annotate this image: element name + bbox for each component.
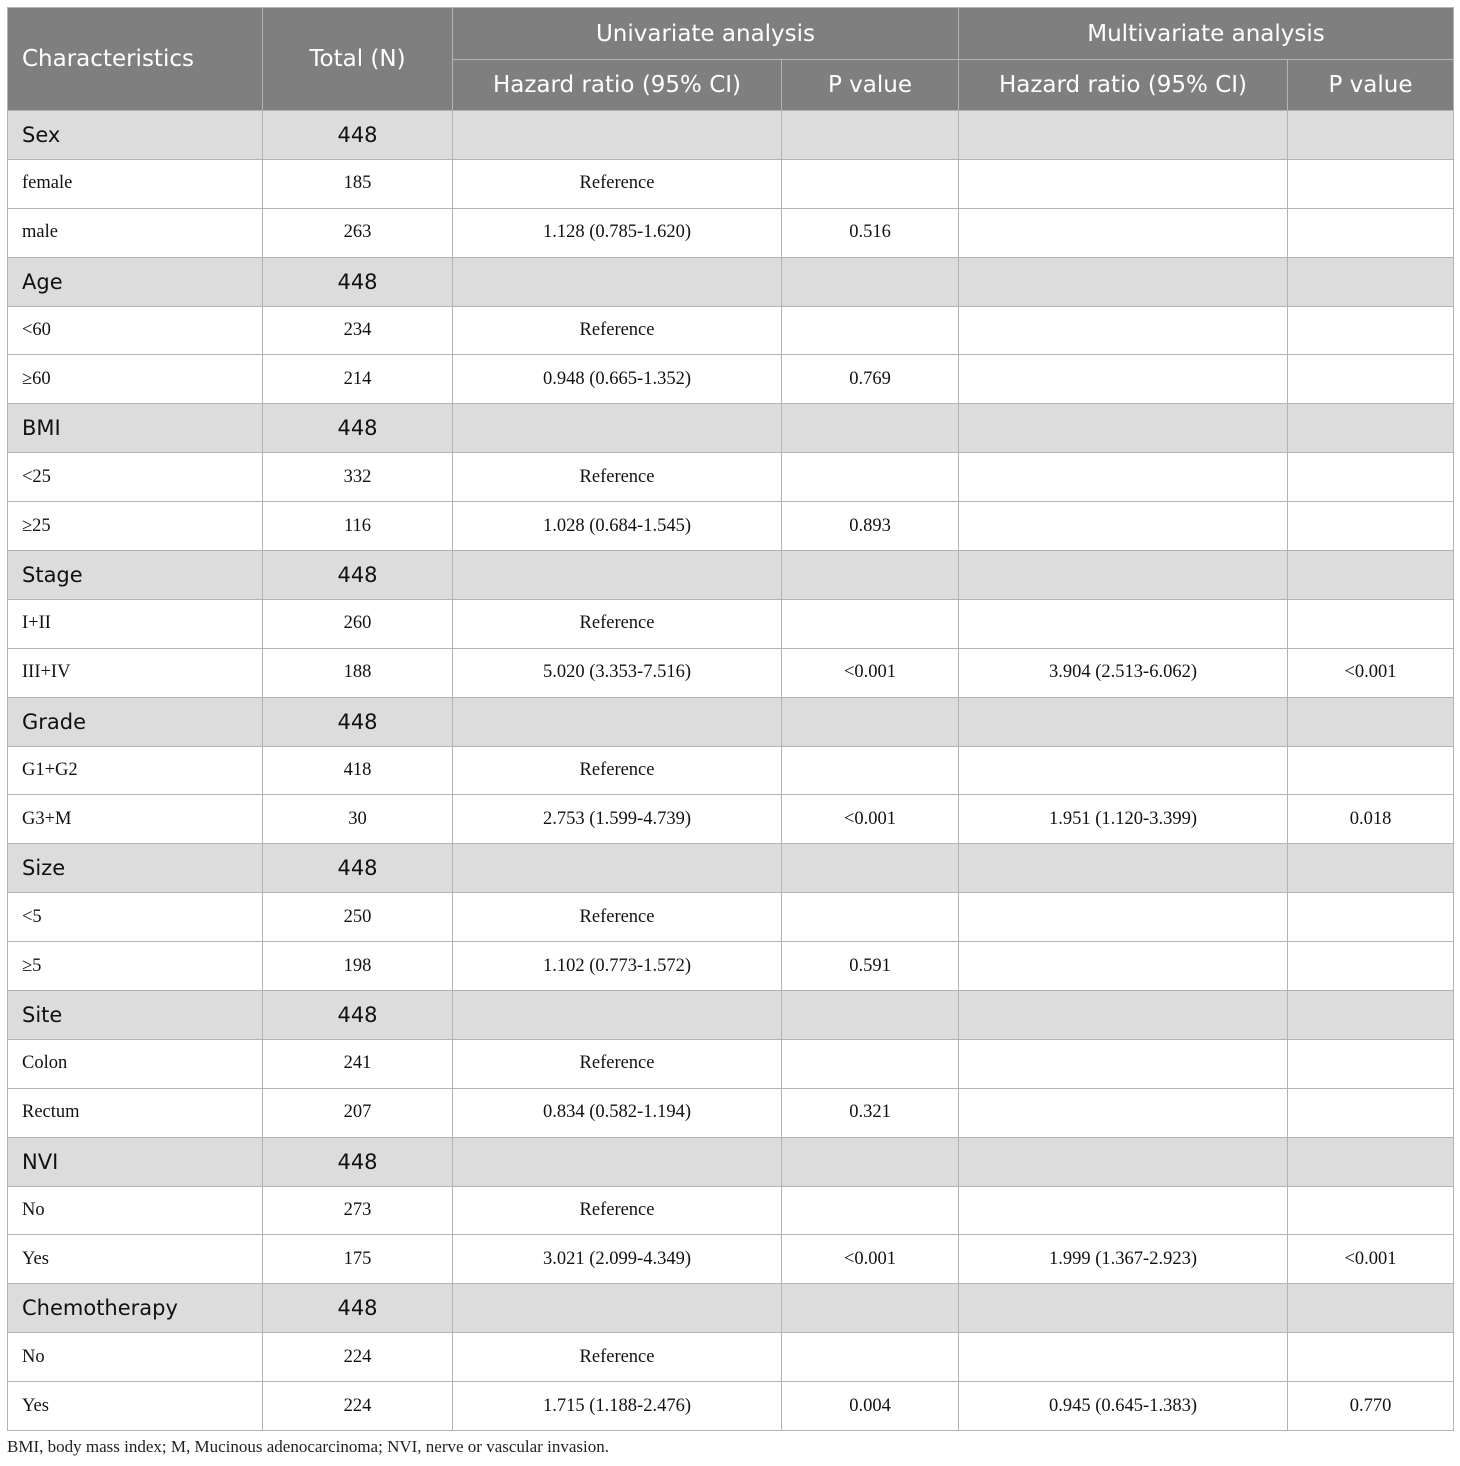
cell-univariate-p-value: <0.001	[782, 795, 959, 844]
cell-multivariate-hazard-ratio	[959, 1137, 1288, 1186]
table-group-row	[8, 1284, 1454, 1333]
cell-multivariate-hazard-ratio: 1.999 (1.367-2.923)	[959, 1235, 1288, 1284]
cell-multivariate-p-value	[1288, 159, 1454, 208]
cell-univariate-hazard-ratio: 0.834 (0.582-1.194)	[453, 1088, 782, 1137]
cell-univariate-hazard-ratio	[453, 991, 782, 1040]
cell-univariate-hazard-ratio: Reference	[453, 306, 782, 355]
cell-multivariate-hazard-ratio	[959, 355, 1288, 404]
cell-characteristic: G1+G2	[8, 746, 263, 795]
cell-univariate-hazard-ratio	[453, 844, 782, 893]
cell-multivariate-p-value	[1288, 257, 1454, 306]
cell-characteristic: Yes	[8, 1382, 263, 1431]
cell-univariate-hazard-ratio	[453, 697, 782, 746]
cell-univariate-hazard-ratio	[453, 111, 782, 160]
cell-total: 448	[263, 697, 453, 746]
table-row	[8, 1333, 1454, 1382]
cell-characteristic: ≥5	[8, 942, 263, 991]
table-group-row	[8, 844, 1454, 893]
cell-univariate-hazard-ratio	[453, 551, 782, 600]
table-group-row	[8, 697, 1454, 746]
cell-multivariate-p-value	[1288, 1088, 1454, 1137]
cell-univariate-hazard-ratio: 3.021 (2.099-4.349)	[453, 1235, 782, 1284]
cell-characteristic: BMI	[8, 404, 263, 453]
cell-multivariate-hazard-ratio	[959, 599, 1288, 648]
cell-characteristic: Age	[8, 257, 263, 306]
cell-total: 188	[263, 648, 453, 697]
cell-univariate-p-value	[782, 893, 959, 942]
header-multi-p-value: P value	[1288, 60, 1454, 111]
table-row	[8, 1235, 1454, 1284]
cell-univariate-p-value: 0.591	[782, 942, 959, 991]
cell-total: 214	[263, 355, 453, 404]
table-row	[8, 1186, 1454, 1235]
cell-univariate-p-value	[782, 1333, 959, 1382]
cell-multivariate-p-value	[1288, 942, 1454, 991]
cell-characteristic: Colon	[8, 1039, 263, 1088]
cell-multivariate-p-value	[1288, 1039, 1454, 1088]
cell-univariate-p-value: 0.321	[782, 1088, 959, 1137]
table-row	[8, 453, 1454, 502]
cell-multivariate-p-value	[1288, 599, 1454, 648]
cell-univariate-p-value	[782, 551, 959, 600]
cell-multivariate-hazard-ratio	[959, 1039, 1288, 1088]
table-group-row	[8, 991, 1454, 1040]
cell-univariate-p-value	[782, 844, 959, 893]
cell-characteristic: G3+M	[8, 795, 263, 844]
cell-characteristic: <25	[8, 453, 263, 502]
cell-univariate-p-value: <0.001	[782, 1235, 959, 1284]
cell-characteristic: Sex	[8, 111, 263, 160]
cell-multivariate-p-value	[1288, 551, 1454, 600]
cell-multivariate-hazard-ratio	[959, 208, 1288, 257]
cell-univariate-p-value: <0.001	[782, 648, 959, 697]
table-group-row	[8, 1137, 1454, 1186]
cell-univariate-p-value	[782, 404, 959, 453]
cell-multivariate-p-value	[1288, 991, 1454, 1040]
cell-univariate-hazard-ratio: 1.102 (0.773-1.572)	[453, 942, 782, 991]
cell-total: 198	[263, 942, 453, 991]
cell-total: 234	[263, 306, 453, 355]
cell-total: 332	[263, 453, 453, 502]
cell-multivariate-hazard-ratio	[959, 697, 1288, 746]
table-group-row	[8, 551, 1454, 600]
table-group-row	[8, 257, 1454, 306]
cell-characteristic: <5	[8, 893, 263, 942]
cell-univariate-hazard-ratio: 5.020 (3.353-7.516)	[453, 648, 782, 697]
cox-regression-table	[7, 7, 1454, 1431]
cell-multivariate-p-value	[1288, 746, 1454, 795]
cell-univariate-p-value	[782, 1284, 959, 1333]
cell-univariate-p-value	[782, 257, 959, 306]
cell-univariate-p-value	[782, 697, 959, 746]
cell-multivariate-hazard-ratio	[959, 991, 1288, 1040]
table-row	[8, 746, 1454, 795]
cell-univariate-p-value	[782, 746, 959, 795]
cell-characteristic: Rectum	[8, 1088, 263, 1137]
cell-total: 448	[263, 991, 453, 1040]
cell-characteristic: female	[8, 159, 263, 208]
cell-univariate-p-value	[782, 159, 959, 208]
cell-univariate-p-value	[782, 1186, 959, 1235]
table-group-row	[8, 404, 1454, 453]
cell-total: 224	[263, 1333, 453, 1382]
table-row	[8, 355, 1454, 404]
cell-univariate-hazard-ratio	[453, 1137, 782, 1186]
cell-total: 185	[263, 159, 453, 208]
cell-univariate-hazard-ratio: 1.128 (0.785-1.620)	[453, 208, 782, 257]
cell-multivariate-p-value	[1288, 844, 1454, 893]
cell-univariate-hazard-ratio: 2.753 (1.599-4.739)	[453, 795, 782, 844]
cell-characteristic: Size	[8, 844, 263, 893]
cell-multivariate-hazard-ratio: 3.904 (2.513-6.062)	[959, 648, 1288, 697]
cell-multivariate-hazard-ratio: 0.945 (0.645-1.383)	[959, 1382, 1288, 1431]
cell-univariate-p-value	[782, 306, 959, 355]
cell-total: 175	[263, 1235, 453, 1284]
table-row	[8, 1039, 1454, 1088]
cell-univariate-hazard-ratio: Reference	[453, 893, 782, 942]
cell-univariate-hazard-ratio: 0.948 (0.665-1.352)	[453, 355, 782, 404]
cell-multivariate-p-value	[1288, 208, 1454, 257]
cell-characteristic: No	[8, 1186, 263, 1235]
cell-multivariate-p-value	[1288, 404, 1454, 453]
cell-total: 241	[263, 1039, 453, 1088]
cell-total: 448	[263, 257, 453, 306]
cell-characteristic: Grade	[8, 697, 263, 746]
cell-univariate-hazard-ratio: Reference	[453, 453, 782, 502]
cell-characteristic: III+IV	[8, 648, 263, 697]
cell-multivariate-hazard-ratio	[959, 746, 1288, 795]
header-characteristics: Characteristics	[8, 8, 263, 111]
table-row	[8, 1088, 1454, 1137]
cell-multivariate-hazard-ratio	[959, 306, 1288, 355]
table-footnote: BMI, body mass index; M, Mucinous adenocarcinoma; NVI, nerve or vascular invasion.	[7, 1437, 609, 1456]
cell-multivariate-p-value	[1288, 306, 1454, 355]
cell-multivariate-p-value: <0.001	[1288, 1235, 1454, 1284]
table-row	[8, 1382, 1454, 1431]
cell-multivariate-hazard-ratio	[959, 404, 1288, 453]
cell-multivariate-p-value	[1288, 1284, 1454, 1333]
cell-multivariate-hazard-ratio	[959, 1284, 1288, 1333]
cell-multivariate-hazard-ratio: 1.951 (1.120-3.399)	[959, 795, 1288, 844]
cell-total: 116	[263, 502, 453, 551]
cell-multivariate-hazard-ratio	[959, 1088, 1288, 1137]
cell-multivariate-hazard-ratio	[959, 942, 1288, 991]
cell-univariate-hazard-ratio: Reference	[453, 746, 782, 795]
cell-multivariate-hazard-ratio	[959, 844, 1288, 893]
cell-characteristic: Yes	[8, 1235, 263, 1284]
cell-multivariate-hazard-ratio	[959, 1186, 1288, 1235]
cell-characteristic: ≥25	[8, 502, 263, 551]
cell-total: 30	[263, 795, 453, 844]
cell-characteristic: male	[8, 208, 263, 257]
cell-multivariate-p-value	[1288, 1333, 1454, 1382]
cell-multivariate-p-value	[1288, 453, 1454, 502]
cell-univariate-p-value: 0.004	[782, 1382, 959, 1431]
cell-characteristic: NVI	[8, 1137, 263, 1186]
header-univariate: Univariate analysis	[453, 8, 959, 60]
cell-univariate-p-value	[782, 453, 959, 502]
cell-univariate-hazard-ratio	[453, 404, 782, 453]
cell-univariate-hazard-ratio	[453, 1284, 782, 1333]
cell-multivariate-p-value	[1288, 1186, 1454, 1235]
cell-univariate-hazard-ratio: Reference	[453, 1039, 782, 1088]
table-row	[8, 795, 1454, 844]
table-row	[8, 893, 1454, 942]
cell-total: 448	[263, 404, 453, 453]
cell-total: 448	[263, 551, 453, 600]
header-multivariate: Multivariate analysis	[959, 8, 1454, 60]
cell-univariate-p-value: 0.893	[782, 502, 959, 551]
cell-multivariate-p-value	[1288, 502, 1454, 551]
table-row	[8, 599, 1454, 648]
cell-multivariate-p-value	[1288, 111, 1454, 160]
cell-multivariate-p-value	[1288, 355, 1454, 404]
cell-total: 250	[263, 893, 453, 942]
table-row	[8, 502, 1454, 551]
cell-total: 448	[263, 111, 453, 160]
cell-total: 260	[263, 599, 453, 648]
cell-univariate-hazard-ratio	[453, 257, 782, 306]
header-uni-hazard-ratio: Hazard ratio (95% CI)	[453, 60, 782, 111]
cell-total: 448	[263, 844, 453, 893]
cell-univariate-hazard-ratio: Reference	[453, 1333, 782, 1382]
cell-univariate-p-value	[782, 1039, 959, 1088]
cell-univariate-hazard-ratio: Reference	[453, 159, 782, 208]
cell-characteristic: ≥60	[8, 355, 263, 404]
header-uni-p-value: P value	[782, 60, 959, 111]
table-row	[8, 648, 1454, 697]
cell-multivariate-p-value	[1288, 893, 1454, 942]
cell-univariate-hazard-ratio: Reference	[453, 1186, 782, 1235]
cell-characteristic: Stage	[8, 551, 263, 600]
cell-multivariate-hazard-ratio	[959, 1333, 1288, 1382]
cell-characteristic: No	[8, 1333, 263, 1382]
cell-univariate-hazard-ratio: 1.715 (1.188-2.476)	[453, 1382, 782, 1431]
cell-univariate-p-value: 0.769	[782, 355, 959, 404]
cell-univariate-p-value	[782, 599, 959, 648]
table-row	[8, 159, 1454, 208]
cell-multivariate-hazard-ratio	[959, 159, 1288, 208]
cell-characteristic: <60	[8, 306, 263, 355]
table-body	[8, 111, 1454, 1431]
cell-multivariate-hazard-ratio	[959, 502, 1288, 551]
table-row	[8, 208, 1454, 257]
cell-multivariate-hazard-ratio	[959, 893, 1288, 942]
cell-univariate-hazard-ratio: Reference	[453, 599, 782, 648]
cell-multivariate-hazard-ratio	[959, 257, 1288, 306]
cell-total: 418	[263, 746, 453, 795]
cell-univariate-p-value	[782, 991, 959, 1040]
table-row	[8, 942, 1454, 991]
table-group-row	[8, 111, 1454, 160]
cell-characteristic: Site	[8, 991, 263, 1040]
cell-multivariate-p-value	[1288, 697, 1454, 746]
cell-univariate-p-value: 0.516	[782, 208, 959, 257]
cell-multivariate-hazard-ratio	[959, 453, 1288, 502]
cell-multivariate-p-value: 0.770	[1288, 1382, 1454, 1431]
cell-univariate-p-value	[782, 1137, 959, 1186]
cell-univariate-hazard-ratio: 1.028 (0.684-1.545)	[453, 502, 782, 551]
cell-multivariate-p-value: <0.001	[1288, 648, 1454, 697]
cell-multivariate-hazard-ratio	[959, 111, 1288, 160]
cell-multivariate-hazard-ratio	[959, 551, 1288, 600]
cell-characteristic: I+II	[8, 599, 263, 648]
cell-total: 273	[263, 1186, 453, 1235]
table-row	[8, 306, 1454, 355]
cell-multivariate-p-value	[1288, 1137, 1454, 1186]
table-header	[8, 8, 1454, 111]
cell-total: 448	[263, 1284, 453, 1333]
header-multi-hazard-ratio: Hazard ratio (95% CI)	[959, 60, 1288, 111]
cell-univariate-p-value	[782, 111, 959, 160]
cell-total: 448	[263, 1137, 453, 1186]
cell-multivariate-p-value: 0.018	[1288, 795, 1454, 844]
cell-total: 224	[263, 1382, 453, 1431]
cell-total: 207	[263, 1088, 453, 1137]
cell-total: 263	[263, 208, 453, 257]
header-total: Total (N)	[263, 8, 453, 111]
cell-characteristic: Chemotherapy	[8, 1284, 263, 1333]
